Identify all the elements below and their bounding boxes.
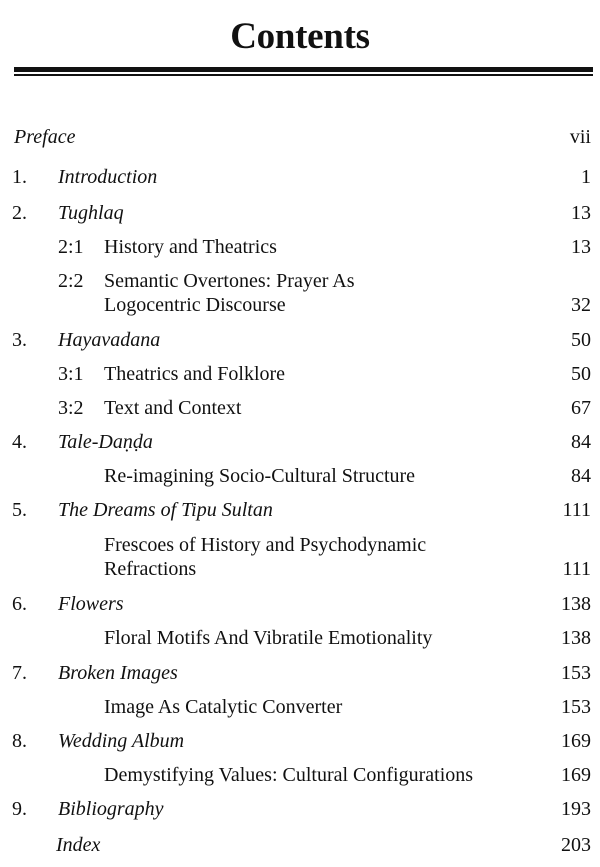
- toc-subtitle: Demystifying Values: Cultural Configurations: [104, 764, 474, 786]
- toc-chapter-title: Flowers: [58, 593, 124, 615]
- toc-section-number: 2:1: [58, 236, 84, 258]
- toc-subtitle: Floral Motifs And Vibratile Emotionality: [104, 627, 433, 649]
- toc-chapter-title: The Dreams of Tipu Sultan: [58, 499, 273, 521]
- toc-chapter-title: Hayavadana: [58, 329, 161, 351]
- toc-chapter-page: 1: [581, 166, 591, 188]
- toc-chapter-number: 6.: [12, 593, 27, 615]
- toc-subtitle: Re-imagining Socio-Cultural Structure: [104, 465, 416, 487]
- toc-subtitle-line2: Refractions: [104, 558, 197, 580]
- toc-section-page: 67: [571, 397, 591, 419]
- toc-chapter-number: 5.: [12, 499, 27, 521]
- toc-section-page: 13: [571, 236, 591, 258]
- title-rule-thin: [14, 74, 593, 76]
- toc-subtitle-page: 138: [561, 627, 591, 649]
- toc-section-title: Theatrics and Folklore: [104, 363, 286, 385]
- toc-chapter-page: 84: [571, 431, 591, 453]
- toc-subtitle-page: 169: [561, 764, 591, 786]
- toc-chapter-page: 13: [571, 202, 591, 224]
- toc-section-title-line2: Logocentric Discourse: [104, 294, 286, 316]
- toc-subtitle-page: 153: [561, 696, 591, 718]
- toc-section-number: 3:2: [58, 397, 84, 419]
- title-rule-thick: [14, 67, 593, 72]
- toc-chapter-number: 7.: [12, 662, 27, 684]
- toc-chapter-number: 1.: [12, 166, 27, 188]
- toc-subtitle-line1: Frescoes of History and Psychodynamic: [104, 534, 427, 556]
- toc-chapter-number: 4.: [12, 431, 27, 453]
- toc-section-title: History and Theatrics: [104, 236, 277, 258]
- toc-chapter-title: Tughlaq: [58, 202, 124, 224]
- toc-chapter-page: 138: [561, 593, 591, 615]
- toc-subtitle-page: 84: [571, 465, 591, 487]
- toc-section-number: 2:2: [58, 270, 84, 292]
- toc-section-title-line1: Semantic Overtones: Prayer As: [104, 270, 355, 292]
- toc-chapter-number: 3.: [12, 329, 27, 351]
- toc-chapter-number: 8.: [12, 730, 27, 752]
- toc-preface-label: Preface: [14, 126, 76, 148]
- toc-chapter-number: 9.: [12, 798, 27, 820]
- toc-section-page: 32: [571, 294, 591, 316]
- toc-chapter-page: 193: [561, 798, 591, 820]
- toc-chapter-title: Broken Images: [58, 662, 178, 684]
- page-title: Contents: [230, 16, 370, 57]
- toc-chapter-title: Bibliography: [58, 798, 164, 820]
- toc-subtitle-page: 111: [562, 558, 591, 580]
- toc-chapter-page: 111: [562, 499, 591, 521]
- toc-preface-page: vii: [569, 126, 591, 148]
- toc-section-number: 3:1: [58, 363, 84, 385]
- toc-chapter-title: Wedding Album: [58, 730, 185, 752]
- toc-index-page: 203: [561, 834, 591, 856]
- toc-index-label: Index: [56, 834, 101, 856]
- toc-chapter-title: Tale-Daṇḍa: [58, 431, 153, 453]
- toc-section-page: 50: [571, 363, 591, 385]
- toc-section-title: Text and Context: [104, 397, 242, 419]
- toc-subtitle: Image As Catalytic Converter: [104, 696, 343, 718]
- toc-chapter-page: 50: [571, 329, 591, 351]
- toc-chapter-page: 153: [561, 662, 591, 684]
- toc-chapter-number: 2.: [12, 202, 27, 224]
- toc-chapter-page: 169: [561, 730, 591, 752]
- toc-chapter-title: Introduction: [58, 166, 158, 188]
